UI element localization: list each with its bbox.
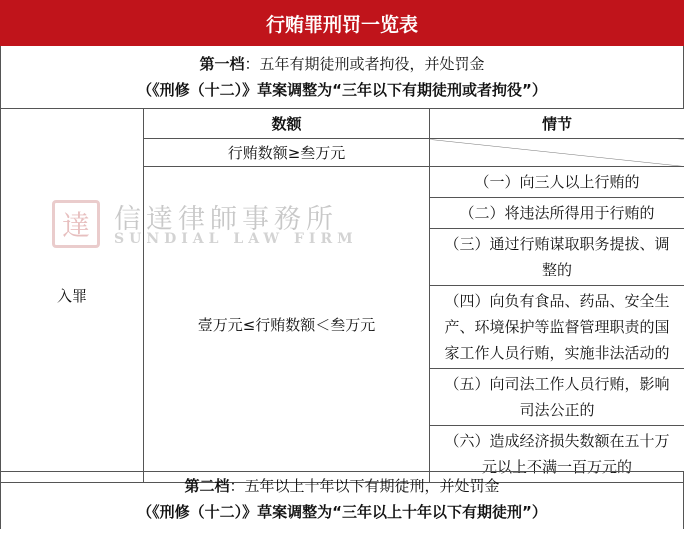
tier-one-section <box>0 46 684 108</box>
plot-item-5: （五）向司法工作人员行贿，影响司法公正的 <box>430 369 684 426</box>
note-open: （ <box>137 81 153 99</box>
header-plot: 情节 <box>430 109 684 139</box>
amount-threshold-b: 壹万元≤行贿数额＜叁万元 <box>144 167 430 483</box>
tier-one-line <box>1 51 683 77</box>
row-label-cell <box>1 109 144 483</box>
tier-one-label: 第一档 <box>199 55 245 73</box>
table-title: 行贿罪刑罚一览表 <box>0 0 684 46</box>
tier-two-note <box>1 499 683 525</box>
amount-threshold-a: 行贿数额≥叁万元 <box>144 139 430 167</box>
tier-one-note <box>1 77 683 103</box>
row-label: 入罪 <box>56 287 87 305</box>
watermark-cn: 信達律師事務所 <box>114 204 338 235</box>
note-close: ） <box>531 81 547 99</box>
diagonal-empty-cell <box>430 139 684 167</box>
note-mid: 草案调整为 <box>257 81 333 99</box>
plot-item-1: （一）向三人以上行贿的 <box>430 167 684 198</box>
tier-one-text: ：五年有期徒刑或者拘役，并处罚金 <box>244 55 485 73</box>
note-close: ） <box>531 503 547 521</box>
plot-item-4: （四）向负有食品、药品、安全生产、环境保护等监督管理职责的国家工作人员行贿，实施非法活动的 <box>430 286 684 369</box>
tier-two-line <box>1 473 683 499</box>
note-mid: 草案调整为 <box>257 503 333 521</box>
note-quote: “三年以下有期徒刑或者拘役” <box>332 81 532 99</box>
plot-item-6: （六）造成经济损失数额在五十万元以上不满一百万元的 <box>430 426 684 483</box>
penalty-table <box>0 108 684 483</box>
tier-two-label: 第二档 <box>184 477 230 495</box>
seal-icon: 達 <box>52 200 100 248</box>
tier-two-text: ：五年以上十年以下有期徒刑，并处罚金 <box>229 477 500 495</box>
note-quote: “三年以上十年以下有期徒刑” <box>332 503 532 521</box>
plot-item-2: （二）将违法所得用于行贿的 <box>430 198 684 229</box>
note-open: （ <box>137 503 153 521</box>
plot-item-3: （三）通过行贿谋取职务提拔、调整的 <box>430 229 684 286</box>
note-book: 《刑修（十二）》 <box>152 81 258 99</box>
watermark-en: SUNDIAL LAW FIRM <box>114 231 358 247</box>
tier-two-section <box>0 471 684 529</box>
note-book: 《刑修（十二）》 <box>152 503 258 521</box>
header-amount: 数额 <box>144 109 430 139</box>
